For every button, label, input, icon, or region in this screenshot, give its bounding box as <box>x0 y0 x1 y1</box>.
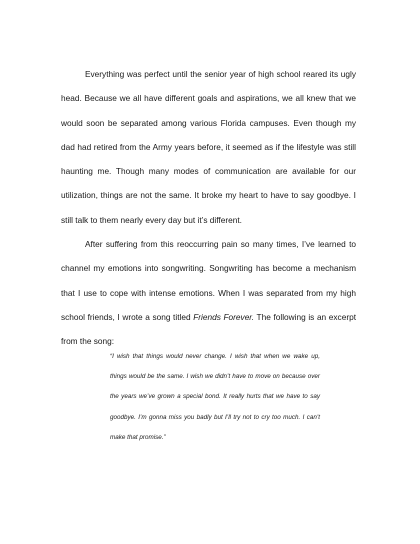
song-excerpt-quote: “I wish that things would never change. I wish that when we wake up, things would be the same. I wish we didn’t have to move on because over the years we’ve grown a special bond. It really hurts that we have to say goodbye. I’m gonna miss you badly but I’ll try not to cry too much. I can’t make that promise.” <box>110 353 320 441</box>
paragraph-2-outro: The following is an excerpt from the song: <box>61 311 356 347</box>
song-title: Friends Forever. <box>193 311 255 322</box>
paragraph-2 <box>61 232 356 353</box>
paragraph-1: Everything was perfect until the senior year of high school reared its ugly head. Because we all have different goals and aspirations, we all knew that we would soon be separated among various Florida campuses. Even though my dad had retired from the Army years before, it seemed as if the lifestyle was still haunting me. Though many modes of communication are available for our utilization, things are not the same. It broke my heart to have to say goodbye. I still talk to them nearly every day but it’s different. <box>61 69 356 225</box>
paragraph-2-intro: After suffering from this reoccurring pain so many times, I’ve learned to channel my emotions into songwriting. Songwriting has become a mechanism that I use to cope with intense emotions. When I was separated from my high school friends, I wrote a song titled <box>61 239 356 322</box>
